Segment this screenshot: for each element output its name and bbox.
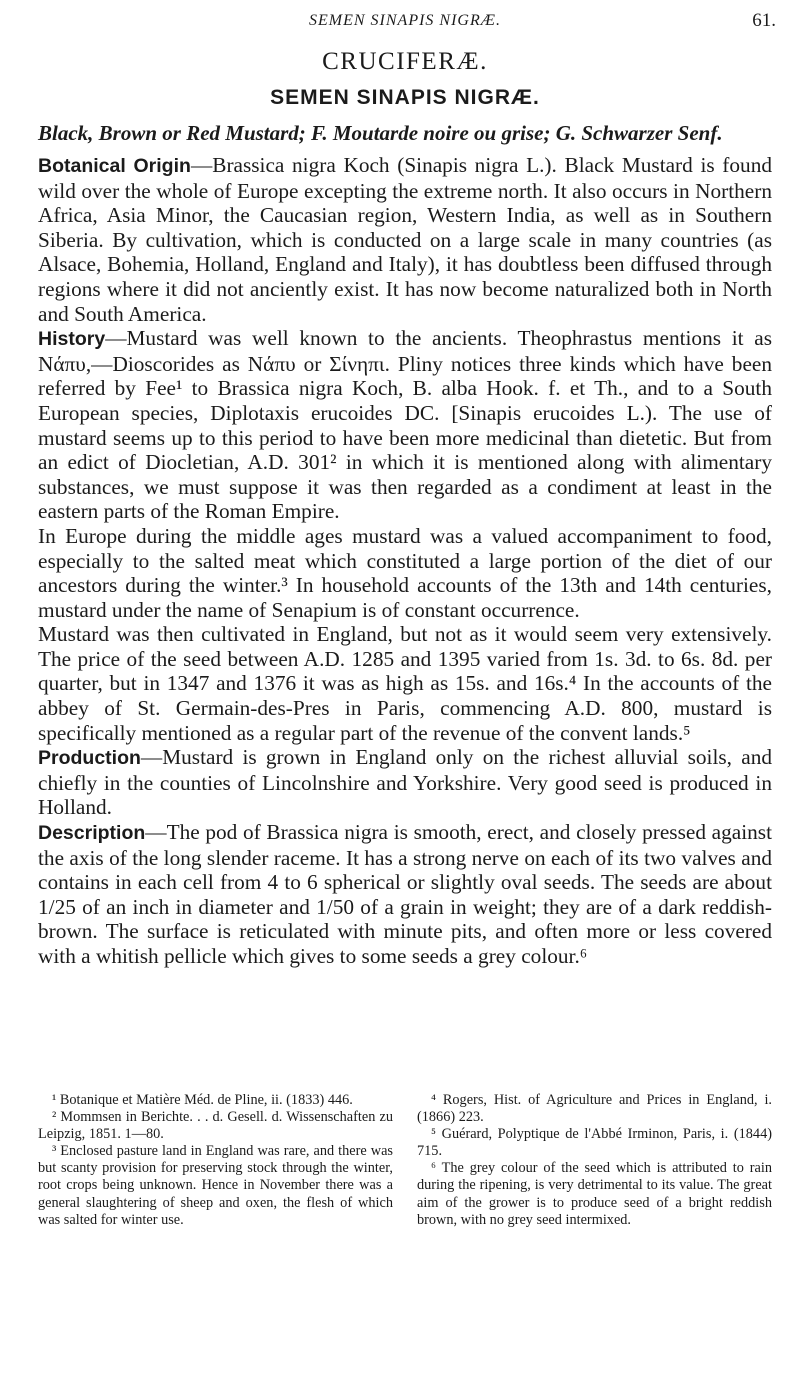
common-names-line: Black, Brown or Red Mustard; F. Moutarde noire ou grise; G. Schwarzer Senf. [38,121,723,145]
production-text: —Mustard is grown in England only on the richest alluvial soils, and chiefly in the counties of Lincolnshire and Yorkshire. Very good seed is produced in Holland. [38,745,772,820]
section-heading-description: Description [38,822,146,845]
section-heading-production: Production [38,747,141,770]
footnote-4: ⁴ Rogers, Hist. of Agriculture and Prices in England, i. (1866) 223. [417,1092,772,1126]
botanical-origin-paragraph [38,153,772,326]
history-paragraph-3 [38,622,772,745]
footnote-5: ⁵ Guérard, Polyptique de l'Abbé Irminon, Paris, i. (1844) 715. [417,1126,772,1160]
production-paragraph [38,745,772,820]
footnote-6: ⁶ The grey colour of the seed which is attributed to rain during the ripening, is very detrimental to its value. The great aim of the grower is to produce seed of a bright reddish brown, with no grey seed intermixed. [417,1160,772,1228]
footnote-2: ² Mommsen in Berichte. . . d. Gesell. d. Wissenschaften zu Leipzig, 1851. 1—80. [38,1109,393,1143]
running-head-title: SEMEN SINAPIS NIGRÆ. [309,12,501,29]
history-text-2: In Europe during the middle ages mustard was a valued accompaniment to food, especially to the salted meat which constituted a large portion of the diet of our ancestors during the winter.³ In household accounts of the 13th and 14th centuries, mustard under the name of Senapium is of constant occurrence. [38,523,772,622]
footnotes-right-column [417,1092,772,1229]
plant-order-heading: CRUCIFERÆ. [322,48,488,75]
page-number: 61. [752,10,776,31]
footnote-1: ¹ Botanique et Matière Méd. de Pline, ii. (1833) 446. [52,1092,353,1108]
drug-name-heading: SEMEN SINAPIS NIGRÆ. [270,86,540,109]
history-text-3: Mustard was then cultivated in England, but not as it would seem very extensively. The price of the seed between A.D. 1285 and 1395 varied from 1s. 3d. to 6s. 8d. per quarter, but in 1347 and 1376 it was as high as 15s. and 16s.⁴ In the accounts of the abbey of St. Germain-des-Pres in Paris, commencing A.D. 800, mustard is specifically mentioned as a regular part of the revenue of the convent lands.⁵ [38,622,772,745]
history-paragraph-1 [38,326,772,524]
description-text: —The pod of Brassica nigra is smooth, erect, and closely pressed against the axis of the long slender raceme. It has a strong nerve on each of its two valves and contains in each cell from 4 to 6 spherical or slightly oval seeds. The seeds are about 1/25 of an inch in diameter and 1/50 of a grain in weight; they are of a dark reddish-brown. The surface is reticulated with minute pits, and often more or less covered with a whitish pellicle which gives to some seeds a grey colour.⁶ [38,820,772,968]
section-heading-botanical: Botanical Origin [38,155,191,177]
running-head [38,8,776,32]
footnotes [38,1092,772,1229]
botanical-origin-text: —Brassica nigra Koch (Sinapis nigra L.). Black Mustard is found wild over the whole of Europe excepting the extreme north. It also occurs in Northern Africa, Asia Minor, the Caucasian region, Western India, as well as in Southern Siberia. By cultivation, which is conducted on a large scale in many countries (as Alsace, Bohemia, Holland, England and Italy), it has doubtless been diffused through regions where it did not anciently exist. It has now become naturalized both in North and South America. [38,153,772,326]
description-paragraph [38,820,772,969]
history-paragraph-2 [38,524,772,622]
footnotes-left-column [38,1092,393,1229]
section-heading-history: History [38,328,106,351]
history-text-1: —Mustard was well known to the ancients. Theophrastus mentions it as Νάπυ,—Dioscorides as Νάπυ or Σίνηπι. Pliny notices three kinds which have been referred by Fee¹ to Brassica nigra Koch, B. alba Hook. f. et Th., and to a South European species, Diplotaxis erucoides DC. [Sinapis erucoides L.). The use of mustard seems up to this period to have been more medicinal than dietetic. But from an edict of Diocletian, A.D. 301² in which it is mentioned along with alimentary substances, we must suppose it was then regarded as a condiment at least in the eastern parts of the Roman Empire. [38,326,772,524]
monograph-body [38,153,772,969]
footnote-3: ³ Enclosed pasture land in England was rare, and there was but scanty provision for preserving stock through the winter, root crops being unknown. Hence in November there was a general slaughtering of sheep and oxen, the flesh of which was salted for winter use. [38,1143,393,1228]
